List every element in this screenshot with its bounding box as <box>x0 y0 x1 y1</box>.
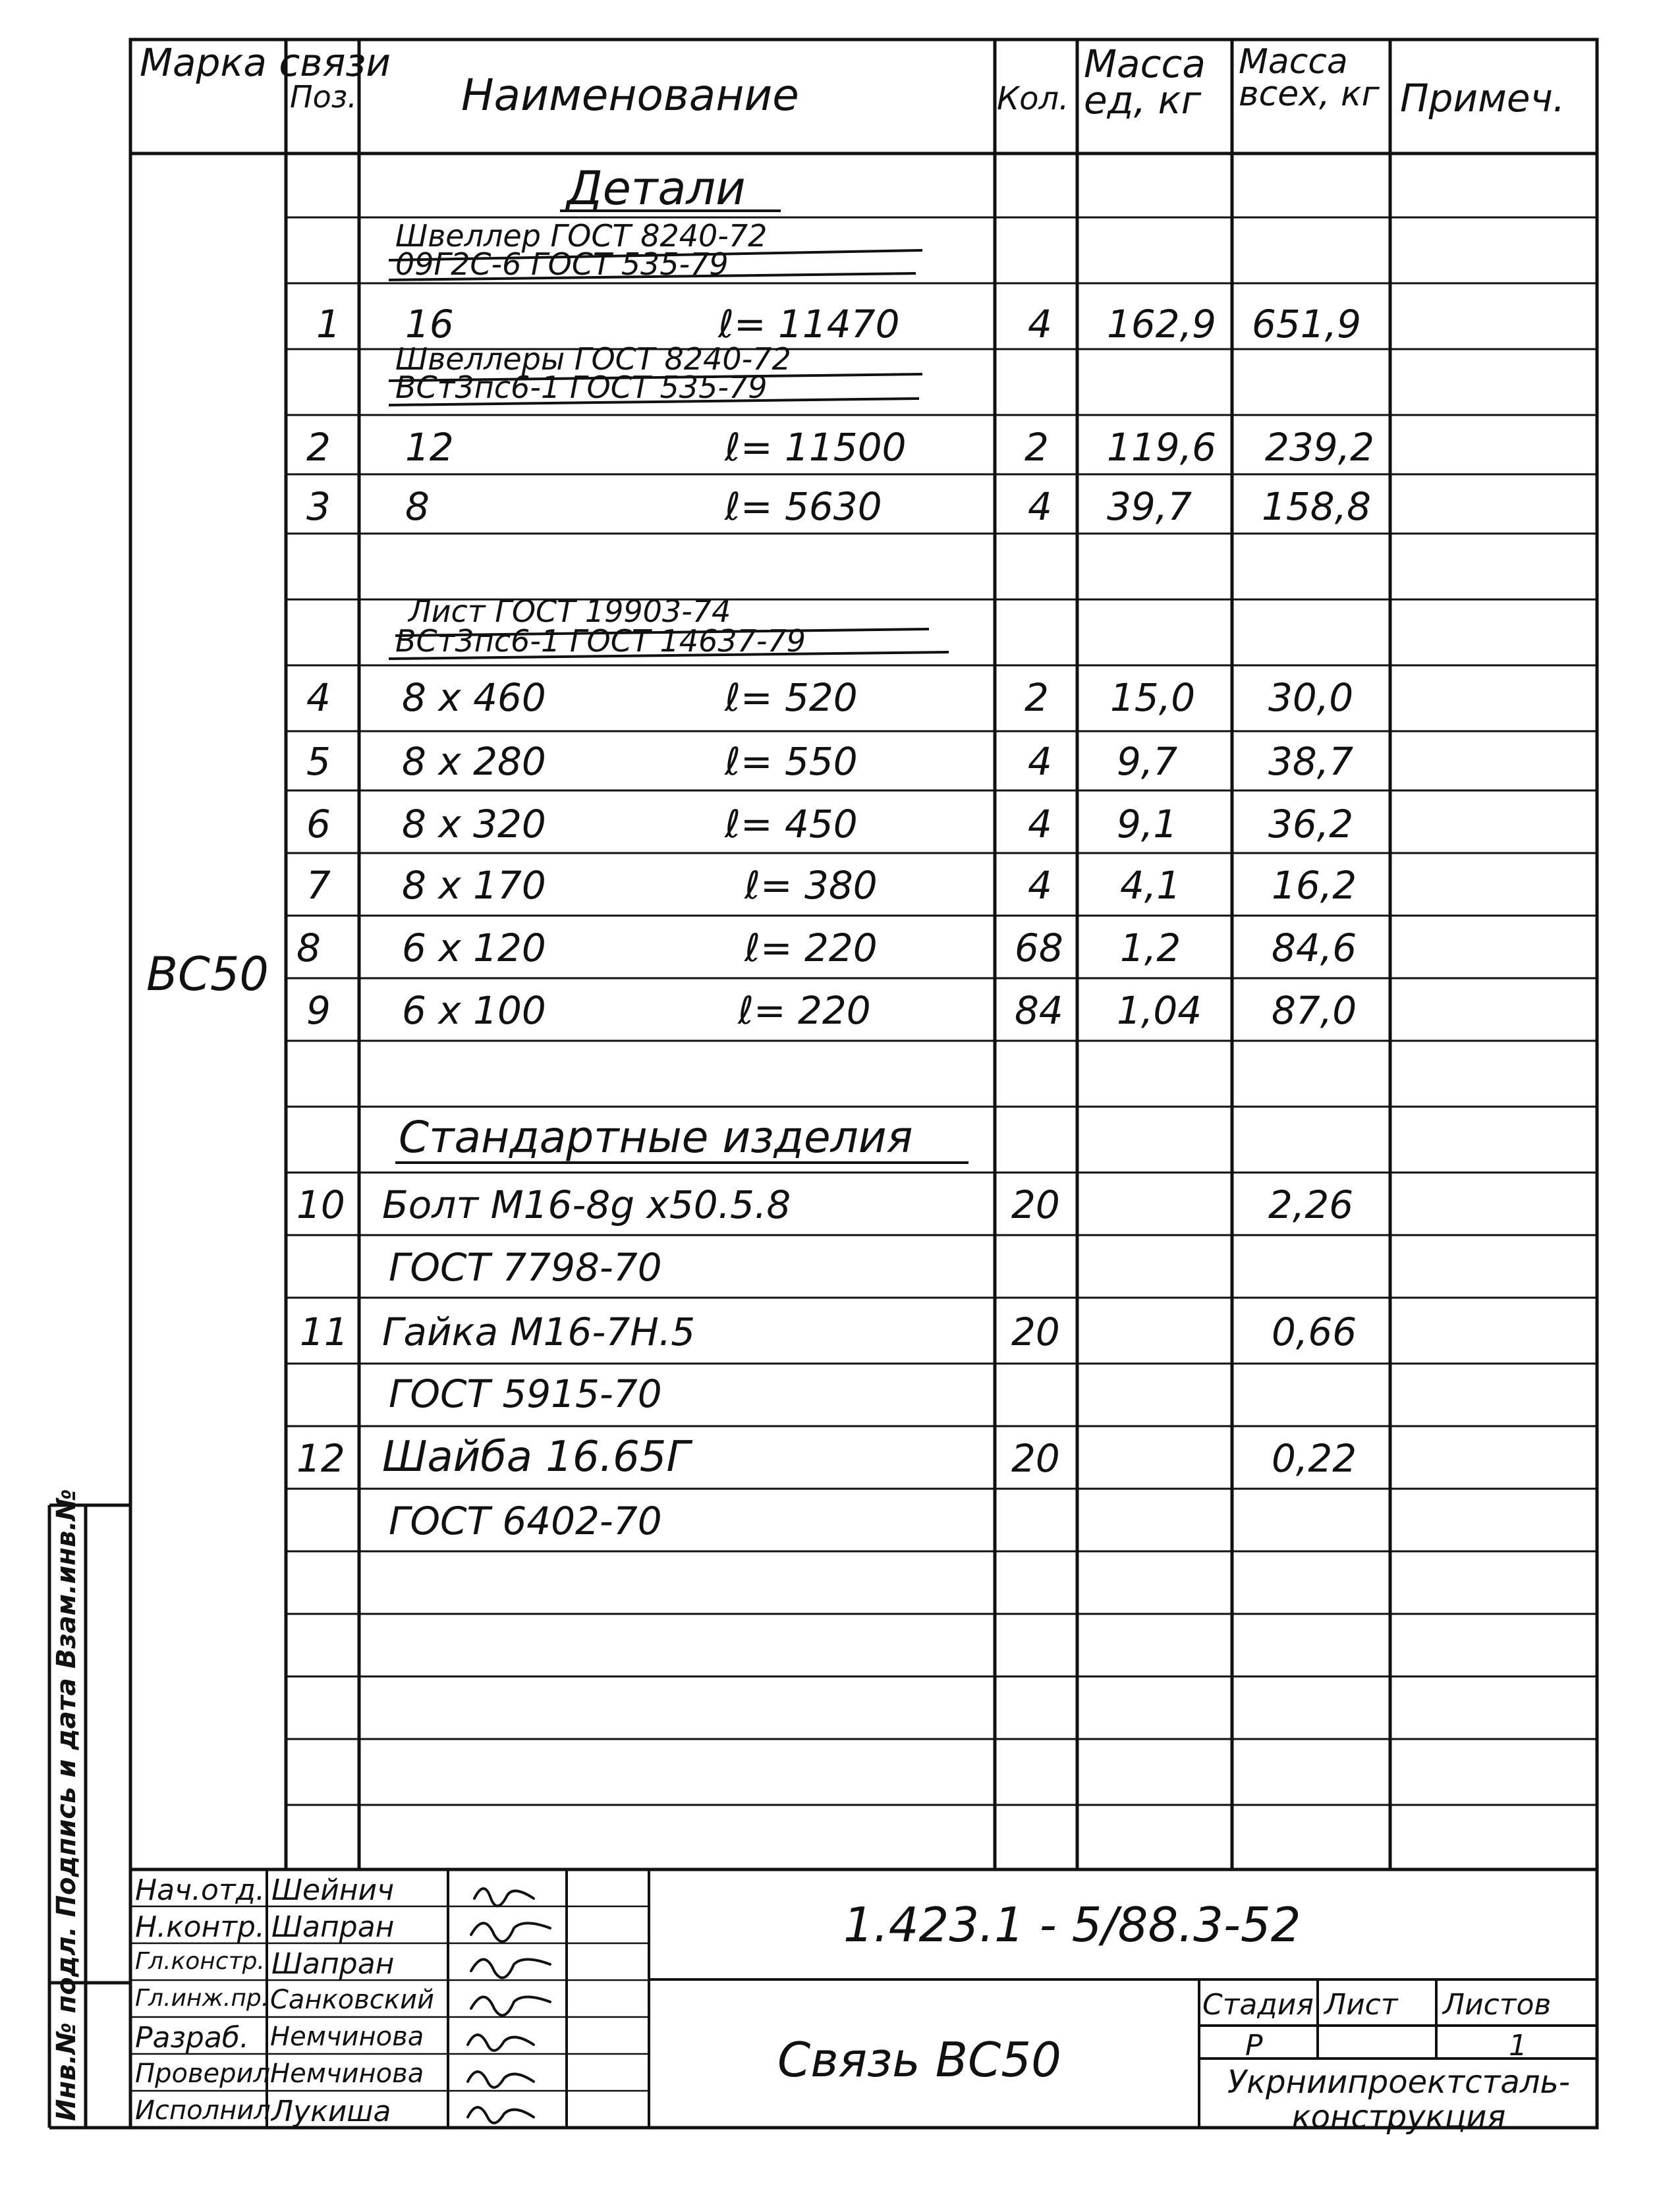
row-total-mass: 87,0 <box>1272 988 1357 1033</box>
row-length: ℓ= 550 <box>725 739 858 784</box>
row-total-mass: 36,2 <box>1268 802 1354 846</box>
person-name: Санковский <box>270 1985 434 2015</box>
header-mark: Марка связи <box>140 40 391 85</box>
sheets-value: 1 <box>1509 2029 1527 2062</box>
row-size: 16 <box>405 302 454 346</box>
signatures <box>455 1872 567 2128</box>
row-length: ℓ= 220 <box>738 988 871 1033</box>
row-length: ℓ= 380 <box>744 863 878 908</box>
row-pos: 1 <box>316 302 341 346</box>
drawing-title: Связь ВС50 <box>777 2032 1061 2088</box>
row-size: 8 <box>405 484 430 529</box>
item-name: Гайка М16-7Н.5 <box>382 1310 696 1354</box>
row-pos: 4 <box>306 675 331 720</box>
row-unit-mass: 9,7 <box>1117 739 1178 784</box>
item-name: Болт М16-8g x50.5.8 <box>382 1182 791 1227</box>
row-total-mass: 16,2 <box>1272 863 1357 908</box>
header-pos: Поз. <box>290 79 357 115</box>
organization: Укрниипроектсталь-конструкция <box>1227 2064 1571 2136</box>
row-unit-mass: 162,9 <box>1107 302 1217 346</box>
row-total-mass: 651,9 <box>1252 302 1362 346</box>
row-qty: 84 <box>1015 988 1063 1033</box>
row-total-mass: 84,6 <box>1272 926 1357 970</box>
item-pos: 10 <box>296 1182 345 1227</box>
section-sheet-gost2: ВСт3пс6-1 ГОСТ 14637-79 <box>395 623 806 659</box>
person-role: Гл.констр. <box>135 1948 265 1975</box>
item-qty: 20 <box>1011 1182 1060 1227</box>
section-standard: Стандартные изделия <box>399 1112 913 1163</box>
item-total-mass: 0,22 <box>1272 1436 1357 1481</box>
header-name: Наименование <box>461 70 799 121</box>
person-role: Гл.инж.пр. <box>135 1985 269 2012</box>
row-qty: 4 <box>1028 802 1052 846</box>
person-name: Немчинова <box>270 2059 424 2089</box>
doc-number: 1.423.1 - 5/88.3-52 <box>843 1897 1301 1952</box>
row-size: 6 x 100 <box>402 988 546 1033</box>
row-size: 8 x 170 <box>402 863 546 908</box>
item-qty: 20 <box>1011 1310 1060 1354</box>
row-pos: 8 <box>296 926 321 970</box>
person-role: Разраб. <box>135 2021 249 2055</box>
row-unit-mass: 9,1 <box>1117 802 1178 846</box>
row-pos: 2 <box>306 425 331 470</box>
row-pos: 9 <box>306 988 331 1033</box>
side-stamp: Инв.№ подл. Подпись и дата Взам.инв.№ <box>51 1489 82 2121</box>
person-name: Немчинова <box>270 2022 424 2052</box>
row-size: 8 x 460 <box>402 675 546 720</box>
item-pos: 12 <box>296 1436 345 1481</box>
person-name: Шапран <box>271 1947 395 1981</box>
item-name: Шайба 16.65Г <box>382 1433 690 1481</box>
section-details: Детали <box>567 161 746 215</box>
item-total-mass: 2,26 <box>1268 1182 1354 1227</box>
person-name: Шапран <box>271 1910 395 1944</box>
row-unit-mass: 4,1 <box>1120 863 1181 908</box>
mark-value: ВС50 <box>146 947 269 1001</box>
item-gost: ГОСТ 7798-70 <box>389 1245 662 1290</box>
row-qty: 2 <box>1024 425 1049 470</box>
row-length: ℓ= 450 <box>725 802 858 846</box>
row-length: ℓ= 11500 <box>725 425 907 470</box>
item-pos: 11 <box>300 1310 349 1354</box>
person-role: Исполнил <box>135 2095 271 2126</box>
row-size: 6 x 120 <box>402 926 546 970</box>
row-length: ℓ= 220 <box>744 926 878 970</box>
row-total-mass: 158,8 <box>1262 484 1372 529</box>
item-gost: ГОСТ 6402-70 <box>389 1499 662 1543</box>
person-role: Нач.отд. <box>135 1873 265 1907</box>
row-pos: 7 <box>306 863 331 908</box>
section-channel16-gost2: 09Г2С-6 ГОСТ 535-79 <box>395 246 729 282</box>
row-pos: 5 <box>306 739 331 784</box>
row-length: ℓ= 5630 <box>725 484 882 529</box>
sheets-label: Листов <box>1443 1988 1552 2022</box>
sheet-label: Лист <box>1324 1988 1398 2022</box>
person-name: Лукиша <box>271 2095 391 2128</box>
row-unit-mass: 1,2 <box>1120 926 1181 970</box>
header-unit-mass: Масса ед, кг <box>1084 41 1206 123</box>
item-total-mass: 0,66 <box>1272 1310 1357 1354</box>
person-name: Шейнич <box>271 1873 395 1907</box>
row-qty: 68 <box>1015 926 1063 970</box>
item-qty: 20 <box>1011 1436 1060 1481</box>
row-unit-mass: 39,7 <box>1107 484 1192 529</box>
row-length: ℓ= 11470 <box>718 302 900 346</box>
person-role: Н.контр. <box>135 1910 265 1944</box>
row-size: 8 x 320 <box>402 802 546 846</box>
row-qty: 2 <box>1024 675 1049 720</box>
row-unit-mass: 119,6 <box>1107 425 1217 470</box>
header-note: Примеч. <box>1400 76 1565 121</box>
row-qty: 4 <box>1028 302 1052 346</box>
header-total-mass: Масса всех, кг <box>1239 42 1380 115</box>
row-size: 8 x 280 <box>402 739 546 784</box>
stage-value: Р <box>1245 2029 1263 2062</box>
row-size: 12 <box>405 425 454 470</box>
row-unit-mass: 1,04 <box>1117 988 1202 1033</box>
section-channels-gost2: ВСт3пс6-1 ГОСТ 535-79 <box>395 370 768 405</box>
row-total-mass: 30,0 <box>1268 675 1354 720</box>
row-qty: 4 <box>1028 739 1052 784</box>
stage-label: Стадия <box>1202 1988 1314 2022</box>
row-qty: 4 <box>1028 484 1052 529</box>
row-length: ℓ= 520 <box>725 675 858 720</box>
item-gost: ГОСТ 5915-70 <box>389 1371 662 1416</box>
row-qty: 4 <box>1028 863 1052 908</box>
row-pos: 3 <box>306 484 331 529</box>
person-role: Проверил <box>135 2059 271 2089</box>
row-pos: 6 <box>306 802 331 846</box>
section-channels-gost1: Швеллеры ГОСТ 8240-72 <box>395 341 791 377</box>
row-total-mass: 38,7 <box>1268 739 1354 784</box>
section-channel16-gost1: Швеллер ГОСТ 8240-72 <box>395 218 768 254</box>
section-sheet-gost1: Лист ГОСТ 19903-74 <box>408 594 731 629</box>
row-total-mass: 239,2 <box>1265 425 1375 470</box>
row-unit-mass: 15,0 <box>1110 675 1196 720</box>
header-qty: Кол. <box>997 80 1069 117</box>
